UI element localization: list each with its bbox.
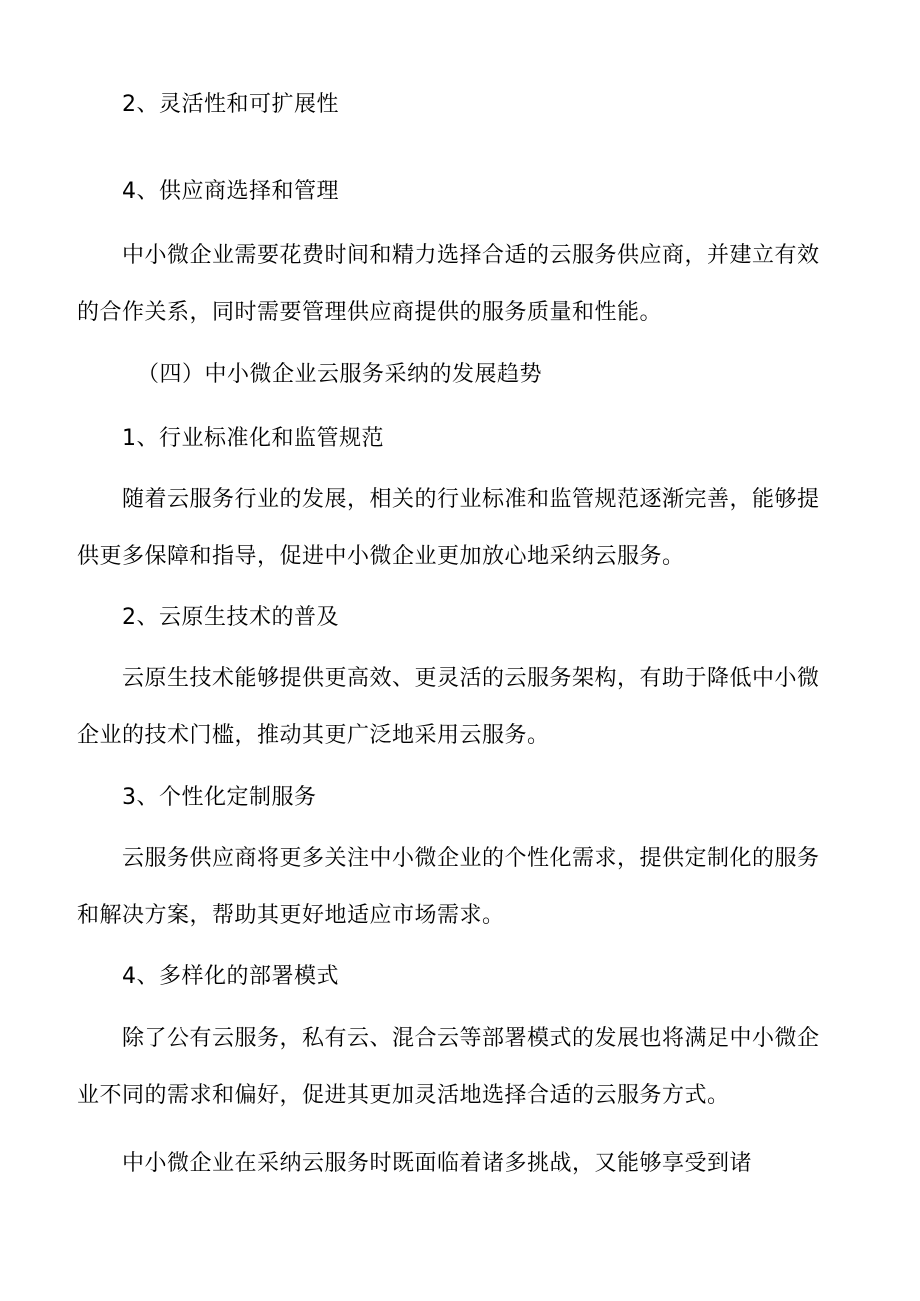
section-heading-flexibility: 2、灵活性和可扩展性 <box>122 92 339 117</box>
paragraph-cloud-native-line-2: 企业的技术门槛，推动其更广泛地采用云服务。 <box>77 723 550 748</box>
section-heading-vendor-selection: 4、供应商选择和管理 <box>122 179 339 204</box>
paragraph-vendor-line-1: 中小微企业需要花费时间和精力选择合适的云服务供应商，并建立有效 <box>122 243 820 268</box>
section-heading-customization: 3、个性化定制服务 <box>122 785 317 810</box>
paragraph-deployment-line-1: 除了公有云服务，私有云、混合云等部署模式的发展也将满足中小微企 <box>122 1026 820 1051</box>
paragraph-cloud-native-line-1: 云原生技术能够提供更高效、更灵活的云服务架构，有助于降低中小微 <box>122 666 820 691</box>
section-heading-deployment: 4、多样化的部署模式 <box>122 964 339 989</box>
paragraph-standardization-line-2: 供更多保障和指导，促进中小微企业更加放心地采纳云服务。 <box>77 544 685 569</box>
paragraph-standardization-line-1: 随着云服务行业的发展，相关的行业标准和监管规范逐渐完善，能够提 <box>122 487 820 512</box>
paragraph-conclusion-line-1: 中小微企业在采纳云服务时既面临着诸多挑战，又能够享受到诸 <box>122 1151 753 1176</box>
paragraph-vendor-line-2: 的合作关系，同时需要管理供应商提供的服务质量和性能。 <box>77 300 663 325</box>
paragraph-deployment-line-2: 业不同的需求和偏好，促进其更加灵活地选择合适的云服务方式。 <box>77 1083 730 1108</box>
paragraph-customization-line-2: 和解决方案，帮助其更好地适应市场需求。 <box>77 903 505 928</box>
section-heading-standardization: 1、行业标准化和监管规范 <box>122 426 384 451</box>
section-heading-cloud-native: 2、云原生技术的普及 <box>122 605 339 630</box>
paragraph-customization-line-1: 云服务供应商将更多关注中小微企业的个性化需求，提供定制化的服务 <box>122 846 820 871</box>
chapter-heading-trends: （四）中小微企业云服务采纳的发展趋势 <box>137 362 543 387</box>
